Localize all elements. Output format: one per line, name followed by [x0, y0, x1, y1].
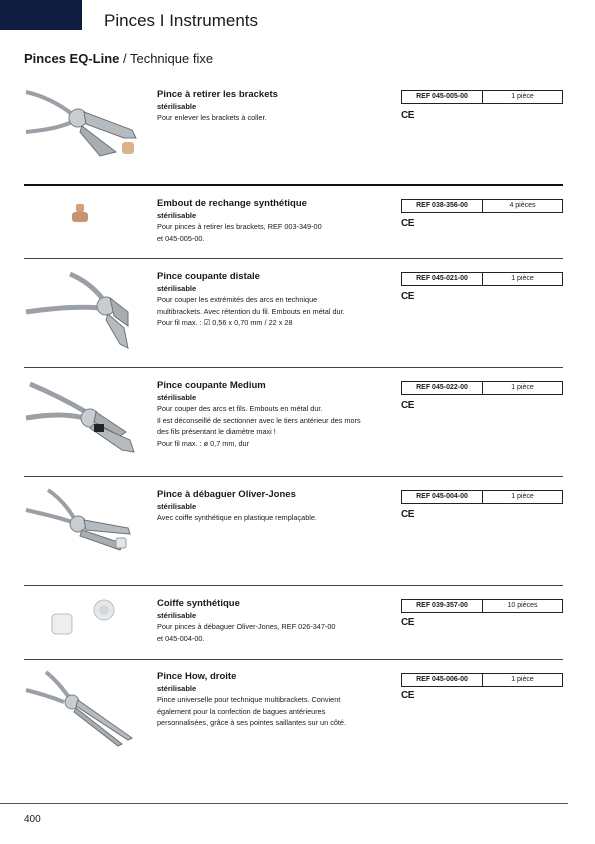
product-desc-line: Pour couper les extrémités des arcs en technique: [157, 295, 318, 304]
product-desc-line: Pour couper des arcs et fils. Embouts en métal dur.: [157, 404, 323, 413]
product-desc-line: et 045-004-00.: [157, 633, 205, 643]
ref-box: [401, 673, 563, 687]
product-name: Pince coupante distale: [157, 271, 260, 282]
product-name: Pince How, droite: [157, 671, 237, 682]
product-name: Embout de rechange synthétique: [157, 198, 307, 209]
product-info-6: [157, 598, 387, 644]
ce-mark: CE: [401, 690, 414, 701]
product-info-4: [157, 380, 392, 449]
ref-qty: 1 pièce: [511, 676, 534, 683]
ref-code: REF 038-356-00: [402, 200, 483, 212]
ref-code: REF 039-357-00: [402, 600, 483, 612]
product-image-replacement-tip: [24, 196, 144, 236]
product-desc-line: Pour pinces à débaguer Oliver-Jones, REF 026-347-00: [157, 622, 336, 631]
divider: [24, 585, 563, 586]
divider: [24, 659, 563, 660]
ref-code: REF 045-021-00: [402, 273, 483, 285]
ref-box: [401, 199, 563, 213]
ref-box: [401, 490, 563, 504]
product-sterile: stérilisable: [157, 284, 197, 293]
ce-mark: CE: [401, 110, 414, 121]
product-name: Pince coupante Medium: [157, 380, 266, 391]
product-desc-line: multibrackets. Avec rétention du fil. Embouts en métal dur.: [157, 306, 345, 316]
product-image-synthetic-cap: [24, 594, 144, 644]
product-desc-line: des fils présentant le diamètre maxi !: [157, 427, 276, 436]
product-desc-line: Il est déconseillé de sectionner avec le tiers antérieur des mors: [157, 415, 361, 425]
ref-box: [401, 381, 563, 395]
ce-mark: CE: [401, 509, 414, 520]
footer-divider: [0, 803, 568, 804]
ce-mark: CE: [401, 291, 414, 302]
product-sterile: stérilisable: [157, 502, 197, 511]
divider: [24, 184, 563, 186]
product-desc-line: personnalisées, grâce à ses pointes saillantes sur un côté.: [157, 718, 347, 727]
ref-qty: 10 pièces: [507, 602, 538, 609]
product-name: Pince à débaguer Oliver-Jones: [157, 489, 296, 500]
product-sterile: stérilisable: [157, 393, 197, 402]
product-desc-line: Pour enlever les brackets à coller.: [157, 113, 267, 122]
ref-qty: 1 pièce: [511, 493, 534, 500]
product-name: Coiffe synthétique: [157, 598, 240, 609]
ref-qty: 1 pièce: [511, 93, 534, 100]
product-info-5: [157, 489, 387, 524]
ref-code: REF 045-022-00: [402, 382, 483, 394]
section-title-rest: / Technique fixe: [119, 51, 214, 66]
divider: [24, 367, 563, 368]
divider: [24, 258, 563, 259]
ref-box: [401, 599, 563, 613]
product-image-distal-cutter: [24, 268, 144, 353]
product-desc-line: Pour pinces à retirer les brackets, REF 003-349-00: [157, 222, 322, 231]
product-desc-line: Pour fil max. : ☑ 0,56 x 0,70 mm / 22 x 28: [157, 318, 293, 327]
product-info-1: [157, 89, 387, 124]
section-title: [24, 51, 213, 66]
ref-qty: 4 pièces: [509, 202, 536, 209]
product-image-medium-cutter: [24, 378, 144, 458]
product-image-how-plier: [24, 668, 144, 750]
ref-code: REF 045-005-00: [402, 91, 483, 103]
ref-code: REF 045-006-00: [402, 674, 483, 686]
ref-code: REF 045-004-00: [402, 491, 483, 503]
product-info-7: [157, 671, 387, 729]
ce-mark: CE: [401, 218, 414, 229]
product-image-bracket-remover: [24, 86, 144, 166]
header-color-block: [0, 0, 82, 30]
ce-mark: CE: [401, 617, 414, 628]
product-name: Pince à retirer les brackets: [157, 89, 278, 100]
product-desc-line: également pour la confection de bagues antérieures: [157, 706, 326, 716]
product-sterile: stérilisable: [157, 211, 197, 220]
product-desc-line: Pince universelle pour technique multibrackets. Convient: [157, 695, 341, 704]
product-sterile: stérilisable: [157, 684, 197, 693]
product-info-2: [157, 198, 387, 244]
product-info-3: [157, 271, 387, 329]
ref-qty: 1 pièce: [511, 384, 534, 391]
divider: [24, 476, 563, 477]
product-sterile: stérilisable: [157, 102, 197, 111]
product-desc-line: Avec coiffe synthétique en plastique remplaçable.: [157, 513, 317, 522]
product-desc-line: et 045-005-00.: [157, 233, 205, 243]
ref-box: [401, 90, 563, 104]
product-desc-line: Pour fil max. : ø 0,7 mm, dur: [157, 438, 250, 448]
section-title-bold: Pinces EQ-Line: [24, 51, 120, 66]
page-number: 400: [24, 814, 41, 825]
page-header-title: Pinces I Instruments: [104, 11, 259, 30]
ce-mark: CE: [401, 400, 414, 411]
product-sterile: stérilisable: [157, 611, 197, 620]
product-image-debanding-plier: [24, 486, 144, 566]
ref-qty: 1 pièce: [511, 275, 534, 282]
ref-box: [401, 272, 563, 286]
